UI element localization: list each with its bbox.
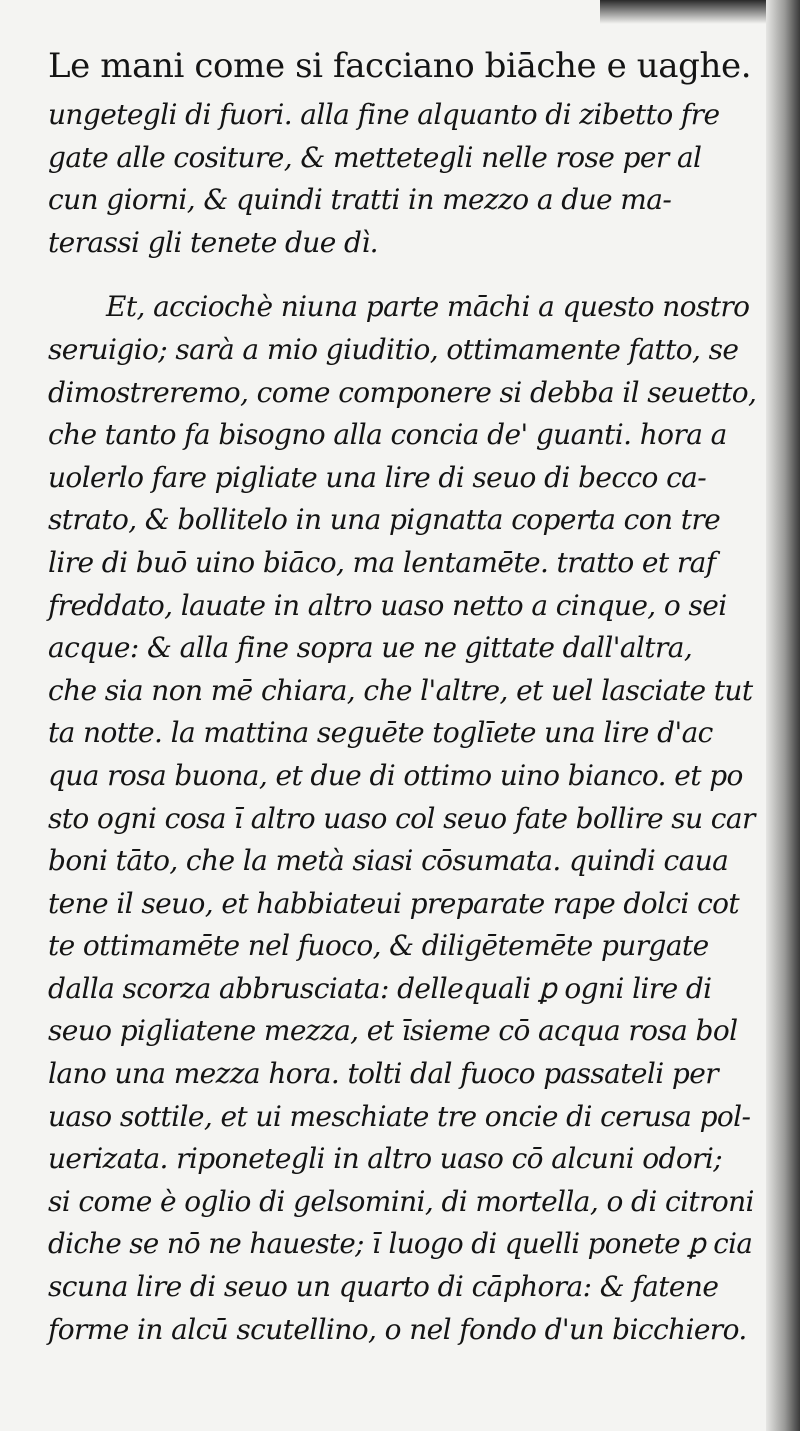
text-line: boni tāto, che la metà siasi cōsumata. quindi caua [48,844,729,878]
text-line: uaso sottile, et ui meschiate tre oncie di cerusa pol- [48,1099,751,1133]
text-line: Et, acciochè niuna parte māchi a questo nostro [106,290,750,324]
page-gutter-shadow [766,0,800,1431]
text-line: diche se nō ne haueste; ī luogo di quelli ponete ꝑ cia [48,1227,753,1261]
paragraph-2 [48,286,760,1351]
text-line: terassi gli tenete due dì. [48,225,378,259]
text-line: cun giorni, & quindi tratti in mezzo a due ma- [48,183,672,217]
text-line: uolerlo fare pigliate una lire di seuo di becco ca- [48,460,707,494]
text-line: scuna lire di seuo un quarto di cāphora: & fatene [48,1270,719,1304]
text-line: strato, & bollitelo in una pignatta coperta con tre [48,503,721,537]
text-line: lano una mezza hora. tolti dal fuoco passateli per [48,1057,718,1091]
text-line: acque: & alla fine sopra ue ne gittate dall'altra, [48,631,693,665]
section-heading: Le mani come si facciano biāche e uaghe. [48,46,752,86]
text-line: seuo pigliatene mezza, et īsieme cō acqua rosa bol [48,1014,738,1048]
text-line: ta notte. la mattina seguēte toglīete una lire d'ac [48,716,713,750]
text-line: gate alle cositure, & mettetegli nelle rose per al [48,140,702,174]
text-line: si come è oglio di gelsomini, di mortella, o di citroni [48,1184,754,1218]
text-line: freddato, lauate in altro uaso netto a cinque, o sei [48,588,727,622]
text-line: tene il seuo, et habbiateui preparate rape dolci cot [48,886,740,920]
paragraph-1 [48,94,760,264]
text-line: che sia non mē chiara, che l'altre, et uel lasciate tut [48,673,753,707]
text-line: uerizata. riponetegli in altro uaso cō alcuni odori; [48,1142,723,1176]
text-line: seruigio; sarà a mio giuditio, ottimamente fatto, se [48,332,739,366]
text-line: dimostreremo, come componere si debba il seuetto, [48,375,757,409]
text-line: lire di buō uino biāco, ma lentamēte. tratto et raf [48,545,716,579]
text-line: sto ogni cosa ī altro uaso col seuo fate bollire su car [48,801,755,835]
text-line: te ottimamēte nel fuoco, & diligētemēte purgate [48,929,709,963]
text-line: qua rosa buona, et due di ottimo uino bianco. et po [48,758,743,792]
text-line: dalla scorza abbrusciata: dellequali ꝑ ogni lire di [48,971,712,1005]
text-line: che tanto fa bisogno alla concia de' guanti. hora a [48,418,727,452]
text-line: ungetegli di fuori. alla fine alquanto di zibetto fre [48,98,720,131]
page-text-block [48,38,760,1351]
text-line: forme in alcū scutellino, o nel fondo d'un bicchiero. [48,1312,747,1346]
